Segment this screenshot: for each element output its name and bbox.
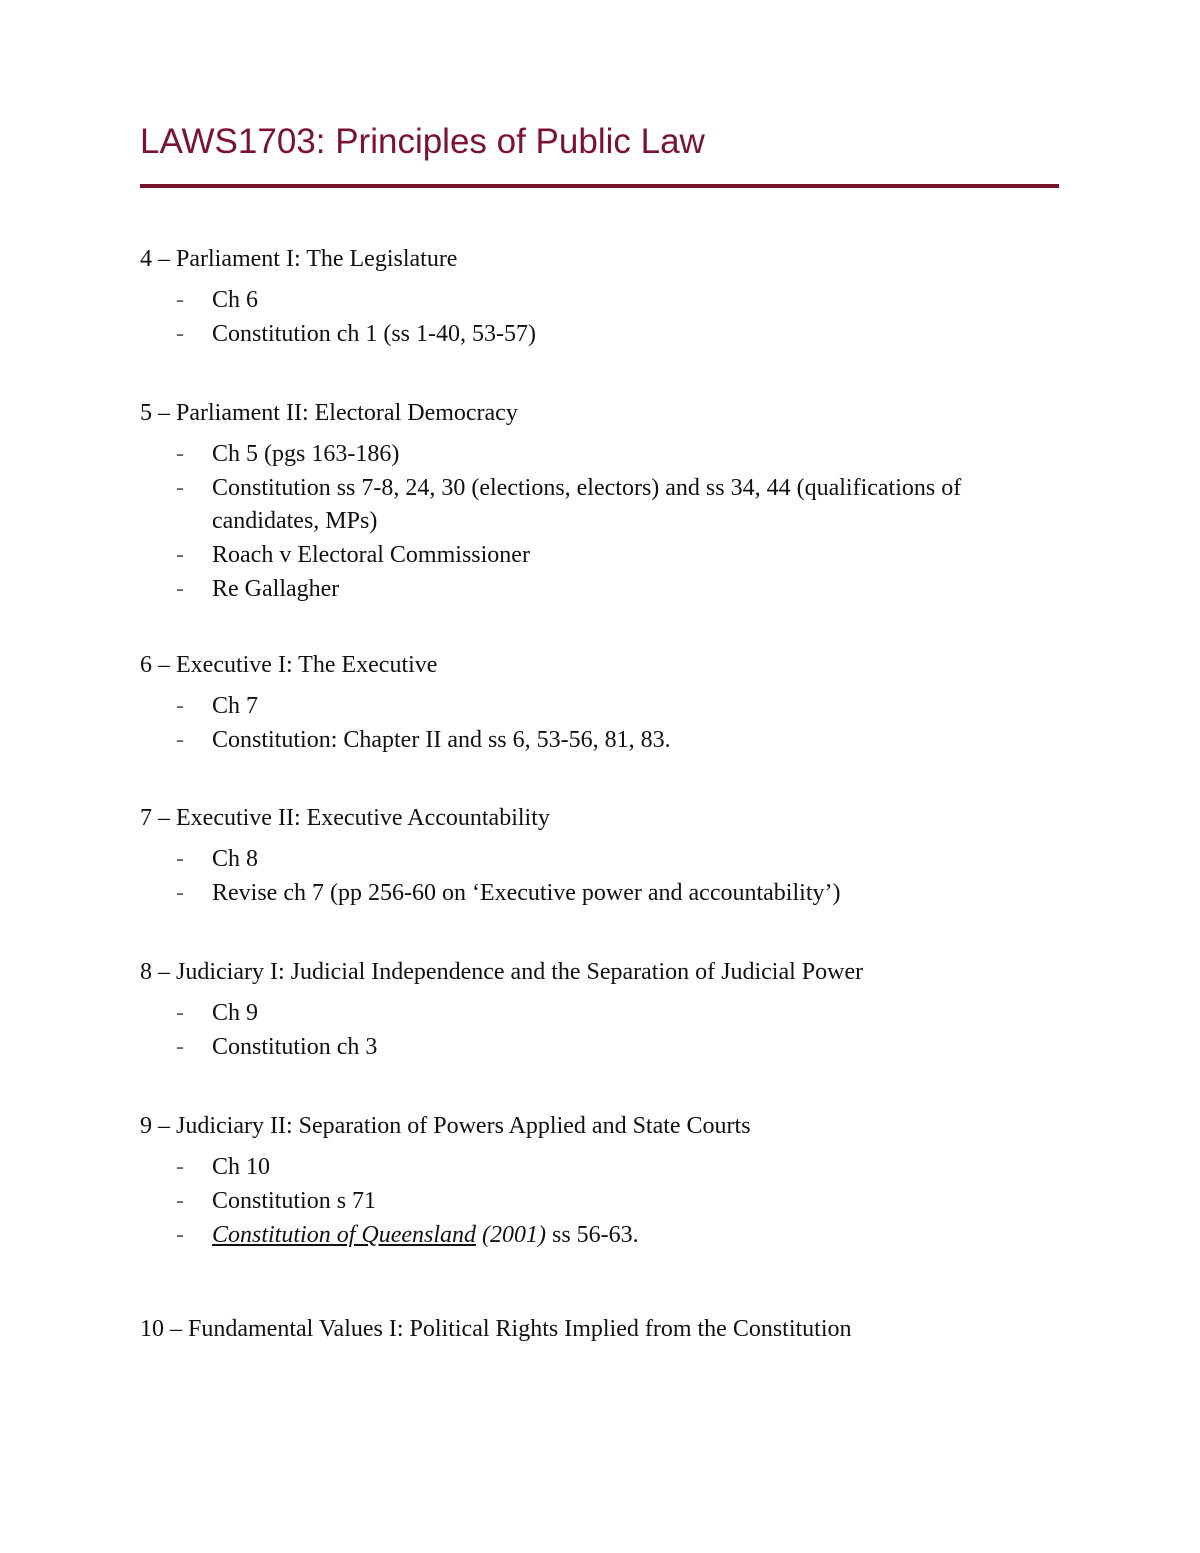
reading-list xyxy=(140,284,1060,351)
list-item xyxy=(140,472,1060,537)
dash-bullet: - xyxy=(176,321,184,347)
list-item xyxy=(140,573,1060,606)
list-item xyxy=(140,318,1060,351)
dash-bullet: - xyxy=(176,475,184,501)
list-item xyxy=(140,877,1060,910)
list-item xyxy=(140,438,1060,471)
section-judiciary-1 xyxy=(140,957,1060,1065)
dash-bullet: - xyxy=(176,1188,184,1214)
item-text: Constitution ch 1 (ss 1-40, 53-57) xyxy=(212,321,536,347)
list-item xyxy=(140,690,1060,723)
list-item xyxy=(140,539,1060,572)
reading-list xyxy=(140,1151,1060,1252)
section-fundamental-values-1 xyxy=(140,1314,1060,1344)
citation-title: Constitution of Queensland xyxy=(212,1222,476,1248)
item-text: Ch 7 xyxy=(212,693,259,719)
section-heading: 9 – Judiciary II: Separation of Powers Applied and State Courts xyxy=(140,1113,751,1139)
section-heading: 10 – Fundamental Values I: Political Rights Implied from the Constitution xyxy=(140,1316,852,1342)
section-executive-2 xyxy=(140,803,1060,911)
section-heading: 6 – Executive I: The Executive xyxy=(140,652,438,678)
dash-bullet: - xyxy=(176,441,184,467)
list-item xyxy=(140,284,1060,317)
reading-list xyxy=(140,997,1060,1064)
section-heading: 7 – Executive II: Executive Accountability xyxy=(140,805,550,831)
list-item xyxy=(140,1219,1060,1252)
dash-bullet: - xyxy=(176,575,184,602)
section-parliament-1 xyxy=(140,244,1060,352)
list-item xyxy=(140,1151,1060,1184)
dash-bullet: - xyxy=(176,541,184,568)
item-text: Constitution s 71 xyxy=(212,1188,377,1214)
item-text: Revise ch 7 (pp 256-60 on ‘Executive power and accountability’) xyxy=(212,880,841,906)
list-item xyxy=(140,1031,1060,1064)
item-text: Constitution ch 3 xyxy=(212,1034,378,1060)
list-item xyxy=(140,843,1060,876)
section-heading: 4 – Parliament I: The Legislature xyxy=(140,246,458,272)
page-title: LAWS1703: Principles of Public Law xyxy=(140,122,705,161)
dash-bullet: - xyxy=(176,846,184,872)
dash-bullet: - xyxy=(176,1000,184,1026)
item-text: Roach v Electoral Commissioner xyxy=(212,541,530,568)
item-text: Ch 10 xyxy=(212,1154,271,1180)
reading-list xyxy=(140,690,1060,757)
dash-bullet: - xyxy=(176,727,184,753)
dash-bullet: - xyxy=(176,1034,184,1060)
section-heading: 8 – Judiciary I: Judicial Independence and the Separation of Judicial Power xyxy=(140,959,864,985)
reading-list xyxy=(140,438,1060,605)
citation-year: (2001) xyxy=(482,1222,546,1248)
item-text: Ch 8 xyxy=(212,846,259,872)
dash-bullet: - xyxy=(176,880,184,906)
citation-sections: ss 56-63. xyxy=(545,1222,639,1248)
dash-bullet: - xyxy=(176,287,184,313)
item-text: Ch 5 (pgs 163-186) xyxy=(212,441,400,467)
item-text: Constitution: Chapter II and ss 6, 53-56, 81, 83. xyxy=(212,727,671,753)
title-rule xyxy=(140,184,1059,188)
section-heading: 5 – Parliament II: Electoral Democracy xyxy=(140,400,518,426)
section-executive-1 xyxy=(140,650,1060,758)
section-parliament-2 xyxy=(140,398,1060,607)
dash-bullet: - xyxy=(176,693,184,719)
section-judiciary-2 xyxy=(140,1111,1060,1253)
item-text: Constitution ss 7-8, 24, 30 (elections, electors) and ss 34, 44 (qualifications of candidates, MPs) xyxy=(212,475,962,534)
list-item xyxy=(140,997,1060,1030)
list-item xyxy=(140,1185,1060,1218)
dash-bullet: - xyxy=(176,1222,184,1248)
item-text: Ch 9 xyxy=(212,1000,259,1026)
item-text: Ch 6 xyxy=(212,287,259,313)
dash-bullet: - xyxy=(176,1154,184,1180)
reading-list xyxy=(140,843,1060,910)
list-item xyxy=(140,724,1060,757)
item-text: Re Gallagher xyxy=(212,575,340,602)
